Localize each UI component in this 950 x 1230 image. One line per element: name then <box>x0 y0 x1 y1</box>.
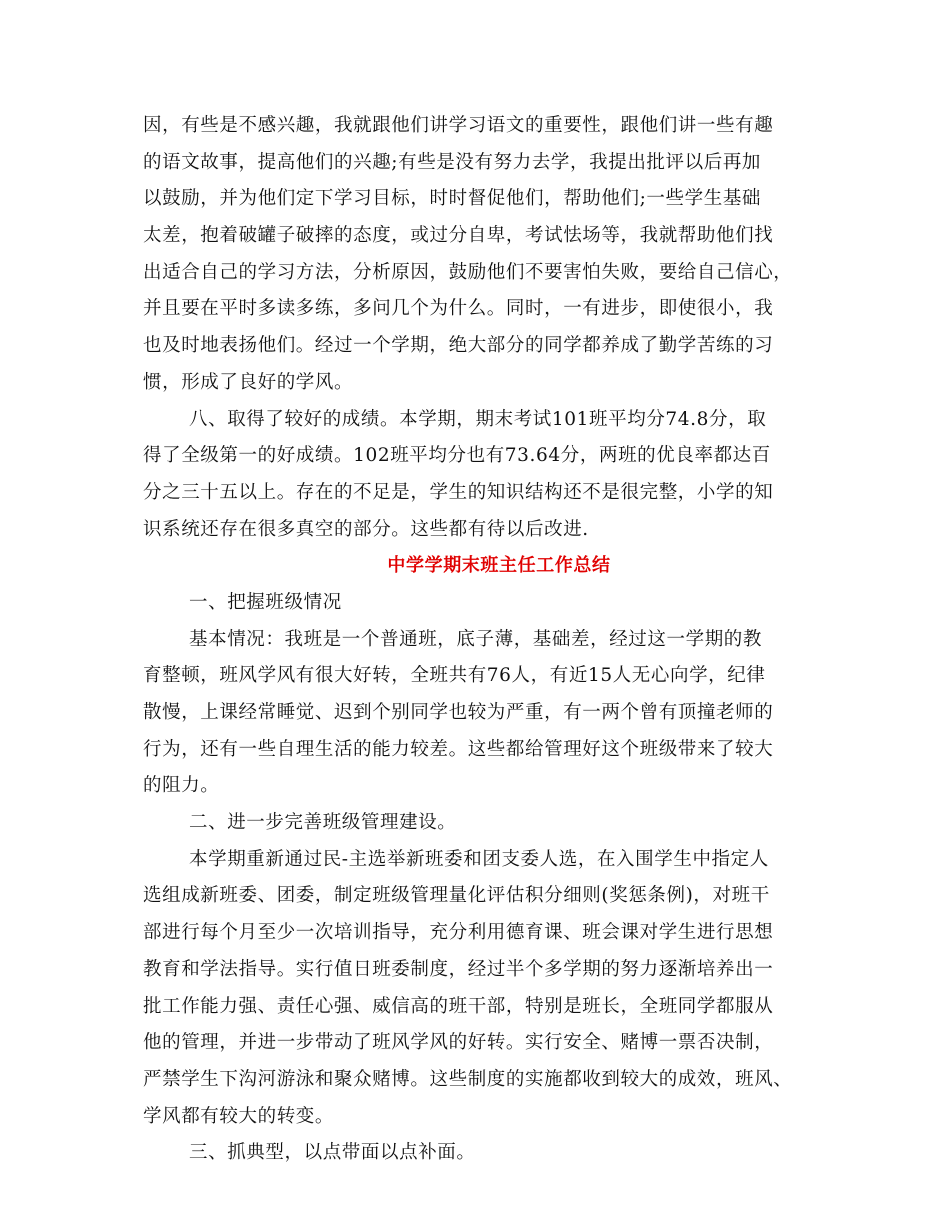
text-line: 教育和学法指导。实行值日班委制度，经过半个多学期的努力逐渐培养出一 <box>143 958 774 980</box>
text-line: 太差，抱着破罐子破摔的态度，或过分自卑，考试怯场等，我就帮助他们找 <box>143 225 774 247</box>
subheading-line: 三、抓典型，以点带面以点补面。 <box>189 1142 476 1164</box>
text-line: 的语文故事，提高他们的兴趣;有些是没有努力去学，我提出批评以后再加 <box>143 151 762 173</box>
text-line: 行为，还有一些自理生活的能力较差。这些都给管理好这个班级带来了较大 <box>143 738 774 760</box>
text-line: 散慢，上课经常睡觉、迟到个别同学也较为严重，有一两个曾有顶撞老师的 <box>143 702 774 723</box>
text-line: 识系统还存在很多真空的部分。这些都有待以后改进. <box>143 518 589 540</box>
text-line: 惯，形成了良好的学风。 <box>143 371 354 393</box>
text-line: 因，有些是不感兴趣，我就跟他们讲学习语文的重要性，跟他们讲一些有趣 <box>143 115 774 136</box>
text-line: 批工作能力强、责任心强、威信高的班干部，特别是班长，全班同学都服从 <box>143 995 774 1017</box>
text-line: 得了全级第一的好成绩。102班平均分也有73.64分，两班的优良率都达百 <box>143 445 771 467</box>
text-line: 部进行每个月至少一次培训指导，充分利用德育课、班会课对学生进行思想 <box>143 922 774 944</box>
text-line: 的阻力。 <box>143 775 220 797</box>
text-line: 以鼓励，并为他们定下学习目标，时时督促他们，帮助他们;一些学生基础 <box>143 188 762 210</box>
text-line: 他的管理，并进一步带动了班风学风的好转。实行安全、赌博一票否决制， <box>143 1032 774 1054</box>
document-body <box>143 108 815 1172</box>
text-line: 严禁学生下沟河游泳和聚众赌博。这些制度的实施都收到较大的成效，班风、 <box>143 1068 793 1090</box>
text-line: 选组成新班委、团委，制定班级管理量化评估积分细则(奖惩条例)，对班干 <box>143 885 770 907</box>
subheading-line: 一、把握班级情况 <box>189 591 342 613</box>
text-line: 出适合自己的学习方法，分析原因，鼓励他们不要害怕失败，要给自己信心， <box>143 261 793 283</box>
section-title: 中学学期末班主任工作总结 <box>387 555 611 577</box>
text-line: 育整顿，班风学风有很大好转，全班共有76人，有近15人无心向学，纪律 <box>143 665 766 687</box>
paragraph-start-line: 八、取得了较好的成绩。本学期，期末考试101班平均分74.8分，取 <box>189 408 767 430</box>
subheading-line: 二、进一步完善班级管理建设。 <box>189 812 457 834</box>
paragraph-start-line: 本学期重新通过民-主选举新班委和团支委人选，在入围学生中指定人 <box>189 848 769 870</box>
paragraph-start-line: 基本情况：我班是一个普通班，底子薄，基础差，经过这一学期的教 <box>189 628 763 650</box>
text-line: 分之三十五以上。存在的不足是，学生的知识结构还不是很完整，小学的知 <box>143 481 774 503</box>
text-line: 学风都有较大的转变。 <box>143 1105 335 1127</box>
text-line: 并且要在平时多读多练，多问几个为什么。同时，一有进步，即使很小，我 <box>143 298 774 320</box>
text-line: 也及时地表扬他们。经过一个学期，绝大部分的同学都养成了勤学苦练的习 <box>143 335 774 357</box>
